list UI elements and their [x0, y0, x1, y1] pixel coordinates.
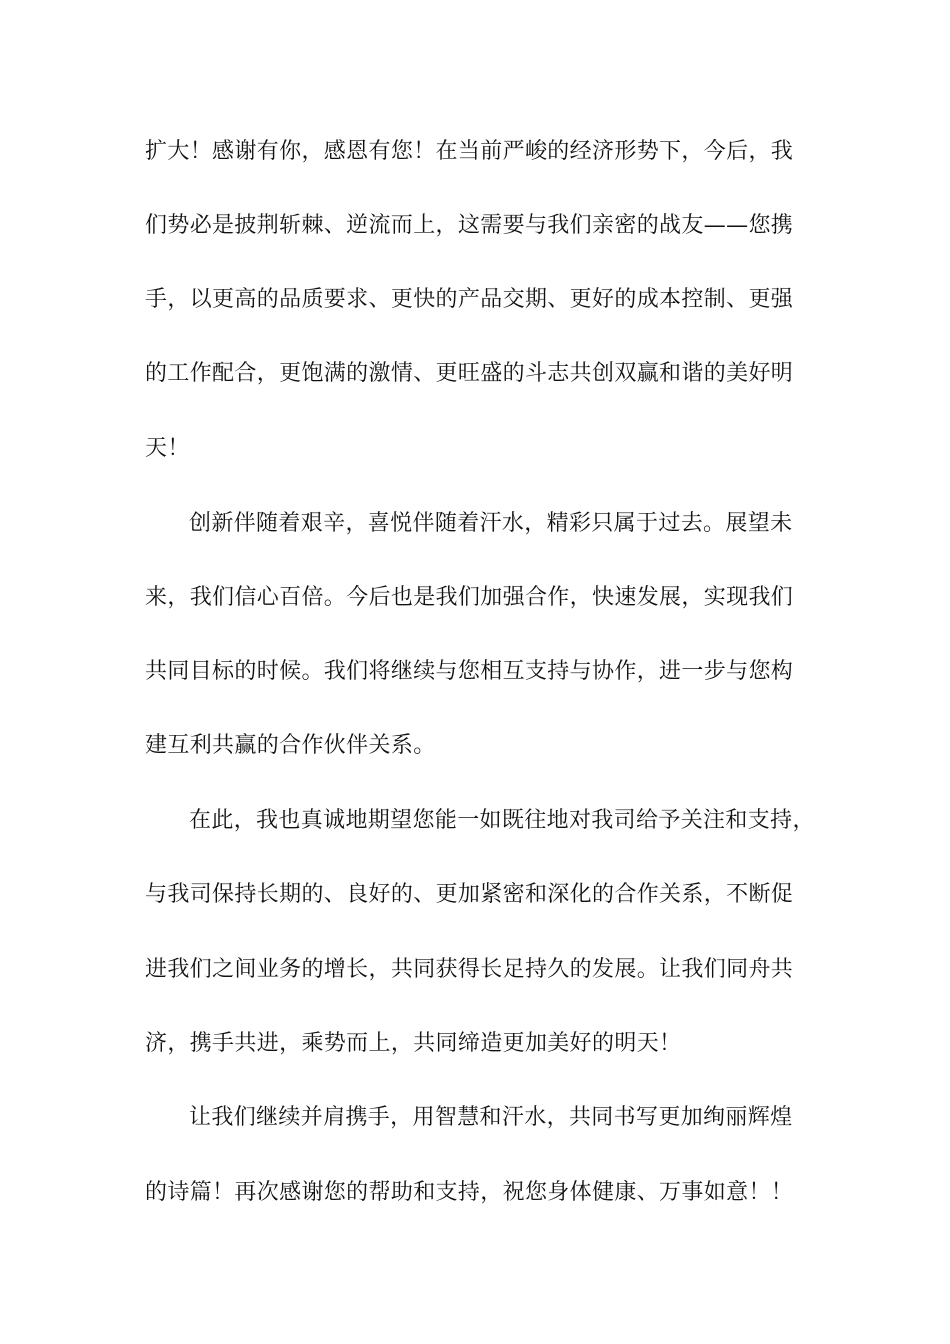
text-line: 手，以更高的品质要求、更快的产品交期、更好的成本控制、更强 — [145, 287, 794, 312]
text-line: 进我们之间业务的增长，共同获得长足持久的发展。让我们同舟共 — [145, 957, 794, 982]
paragraph-start-line: 让我们继续并肩携手，用智慧和汗水，共同书写更加绚丽辉煌 — [189, 1105, 793, 1130]
text-line: 的诗篇！再次感谢您的帮助和支持，祝您身体健康、万事如意！！ — [145, 1180, 794, 1205]
text-line: 来，我们信心百倍。今后也是我们加强合作，快速发展，实现我们 — [145, 585, 794, 610]
text-line: 济，携手共进，乘势而上，共同缔造更加美好的明天！ — [145, 1031, 682, 1056]
paragraph-start-line: 在此，我也真诚地期望您能一如既往地对我司给予关注和支持， — [189, 808, 815, 833]
text-line: 共同目标的时候。我们将继续与您相互支持与协作，进一步与您构 — [145, 659, 794, 684]
text-line: 建互利共赢的合作伙伴关系。 — [145, 733, 436, 758]
text-line: 的工作配合，更饱满的激情、更旺盛的斗志共创双赢和谐的美好明 — [145, 361, 794, 386]
text-line: 天！ — [145, 436, 190, 461]
text-line: 与我司保持长期的、良好的、更加紧密和深化的合作关系，不断促 — [145, 882, 794, 907]
text-line: 扩大！感谢有你，感恩有您！在当前严峻的经济形势下，今后，我 — [145, 139, 794, 164]
text-line: 们势必是披荆斩棘、逆流而上，这需要与我们亲密的战友——您携 — [145, 213, 794, 238]
paragraph-start-line: 创新伴随着艰辛，喜悦伴随着汗水，精彩只属于过去。展望未 — [189, 511, 793, 536]
